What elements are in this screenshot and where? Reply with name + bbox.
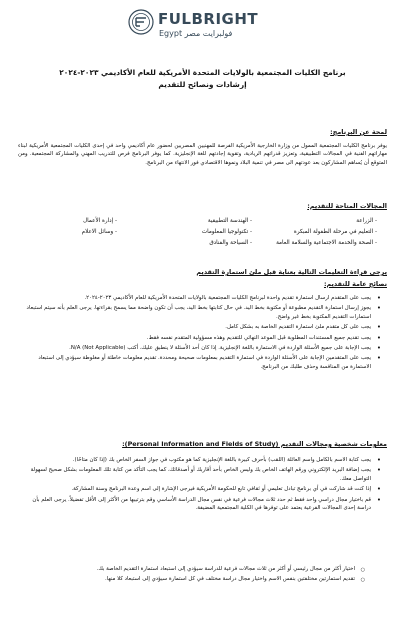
personal-info-sublist: [18, 565, 365, 586]
list-item: • يجوز إرسال استمارة التقديم مطبوعة أو مكتوبة بخط اليد. في حال كتابتها بخط اليد، يجب أن تكون واضحة مما يسمح بقراءتها. يرجى العلم بأنه سيتم استبعاد استمارات التقديم المكتوبة بخط غير واضح.: [18, 304, 381, 321]
field-item: - الصحة والخدمة الاجتماعية والسلامة العامة: [276, 240, 377, 246]
fields-list: [40, 216, 377, 256]
logo-wordmark: FULBRIGHT: [158, 10, 259, 28]
personal-info-heading: معلومات شخصية ومجالات التقديم (Personal Information and Fields of Study):: [122, 440, 387, 448]
field-item: - السياحة والفنادق: [209, 240, 252, 246]
list-item: • يجب إضافة البريد الإلكتروني ورقم الهاتف الخاص بك وليس الخاص بأحد أقاربك أو أصدقائك، كما يجب التأكد من كتابة تلك المعلومات بشكل صحيح لسهولة التواصل معك.: [18, 466, 381, 483]
list-item: • يجب الإجابة على جميع الأسئلة الواردة في الاستمارة باللغة الإنجليزية. إذا كان أحد الأسئلة لا ينطبق عليك، أكتب N/A (Not Applicable).: [18, 344, 381, 352]
field-item: - وسائل الاعلام: [81, 229, 117, 235]
list-item: • يجب كتابة الاسم بالكامل واسم العائلة (اللقب) بأحرف كبيرة باللغة الإنجليزية كما هو مكتوب في جواز السفر الخاص بك (إذا كان متاحًا).: [18, 456, 381, 464]
field-item: - الزراعة: [356, 218, 377, 224]
list-item: ○ اختيار أكثر من مجال رئيسي أو أكثر من ثلاث مجالات فرعية للدراسة سيؤدي إلى استبعاد استمارة التقديم الخاصة بك.: [18, 565, 365, 573]
about-paragraph: يوفر برنامج الكليات المجتمعية الممول من وزارة الخارجية الأمريكية الفرصة للمهنيين المصريين لحضور عام أكاديمي واحد في إحدى الكليات المجتمعية الأمريكية لبناء مهاراتهم الفنية في المجالات التطبيقية، وتعزيز قدراتهم الريادية، وتقوية إجادتهم للغة الإنجليزية. كما يوفر البرنامج فرص للتدريب المهني والمشاركة المجتمعية. ومن المتوقع أن يُساهم المشاركون بعد عودتهم الى مصر في تنمية البلاد ونموها الاقتصادي فور الانتهاء من البرنامج.: [18, 143, 387, 166]
document-title: برنامج الكليات المجتمعية بالولايات المتحدة الأمريكية للعام الأكاديمي ٢٠٢٣-٢٠٢٤: [59, 68, 346, 77]
logo-subtitle: Egypt فولبرايت مصر: [159, 29, 233, 38]
field-item: - التعليم في مرحلة الطفولة المبكرة: [293, 229, 377, 235]
personal-info-list: [18, 456, 381, 514]
general-tips-list: [18, 294, 381, 373]
fields-column-1: [267, 216, 377, 249]
fulbright-emblem-icon: [128, 9, 154, 35]
fields-column-2: [142, 216, 252, 249]
field-item: - تكنولوجيا المعلومات: [201, 229, 252, 235]
fields-column-3: [37, 216, 117, 238]
list-item: • يجب على المتقدم ارسال استمارة تقديم واحدة لبرنامج الكليات المجتمعية بالولايات المتحدة الأمريكية للعام الأكاديمي ٢٠٢٣-٢٠٢٤.: [18, 294, 381, 302]
field-item: - الهندسة التطبيقية: [207, 218, 252, 224]
instructions-heading: يرجى قراءة التعليمات التالية بعناية قبل ملئ استمارة التقديم: [196, 268, 387, 276]
list-item: ○ تقديم استمارتين مختلفتين بنفس الاسم واختيار مجال دراسة مختلف في كل استمارة سيؤدي إلى استبعاد كلا منها.: [18, 575, 365, 583]
list-item: • يجب تقديم جميع المستندات المطلوبة قبل الموعد النهائي للتقديم وهذه مسؤولية المتقدم نفسه فقط.: [18, 334, 381, 342]
fields-heading: المجالات المتاحة للتقديم:: [307, 202, 387, 210]
document-subtitle: إرشادات ونصائح للتقديم: [158, 80, 247, 89]
list-item: • قم باختيار مجال دراسي واحد فقط ثم حدد ثلاث مجالات فرعية في نفس مجال الدراسة الأساسي وقم بترتيبها من الأكثر إلى الأقل تفضيلاً. يرجى العلم بأن دراسة إحدى المجالات الفرعية يعتمد على توفرها في الكلية المجتمعية المضيفة.: [18, 496, 381, 513]
general-tips-heading: نصائح عامة للتقديم:: [323, 280, 387, 288]
list-item: • يجب على كل متقدم ملئ استمارة التقديم الخاصة به بشكل كامل.: [18, 323, 381, 331]
list-item: • إذا كنت قد شاركت في أي برنامج تبادل تعليمي أو ثقافي تابع للحكومة الأمريكية فيرجى الإشارة إلى اسم وعدة البرنامج وسنة المشاركة.: [18, 485, 381, 493]
list-item: • يجب على المتقدمين الإجابة على الأسئلة الواردة في استمارة التقديم بمعلومات صحيحة ومحددة. تقديم معلومات خاطئة أو مغلوطة سيؤدي إلى استبعاد الاستمارة من المنافسة وحذف طلبك من البرنامج.: [18, 354, 381, 371]
field-item: - إدارة الأعمال: [83, 218, 117, 224]
about-heading: لمحة عن البرنامج:: [330, 128, 387, 136]
fulbright-logo: [128, 9, 288, 45]
